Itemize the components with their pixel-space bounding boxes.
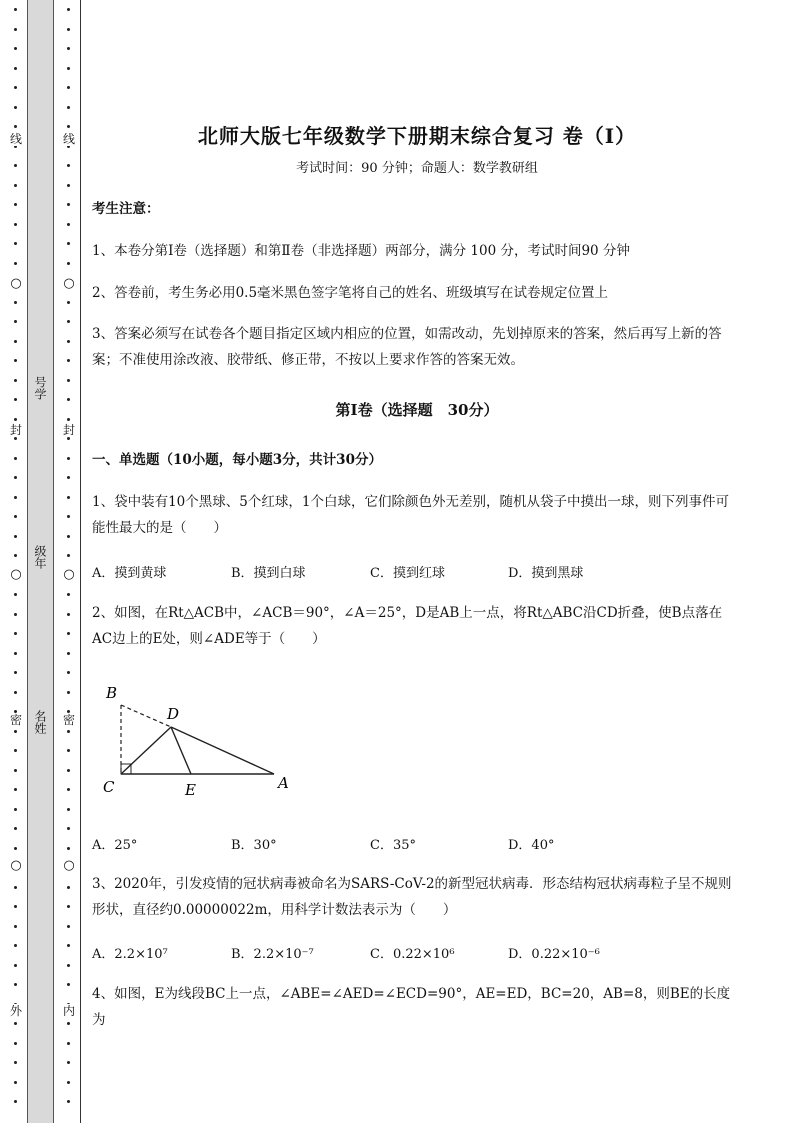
option-b: B．2.2×10⁻⁷ <box>231 947 314 962</box>
binding-dot <box>67 47 70 50</box>
binding-dot <box>67 671 70 674</box>
gutter-mark-line: 线 <box>9 132 22 146</box>
binding-dot <box>14 983 17 986</box>
binding-dot <box>67 437 70 440</box>
binding-dot <box>14 164 17 167</box>
gutter-mark-circle: ○ <box>10 276 22 291</box>
binding-dot <box>14 944 17 947</box>
binding-dot <box>67 964 70 967</box>
binding-dot <box>14 554 17 557</box>
gutter-mark-seal: 封 <box>62 423 75 437</box>
outer-dot-column <box>9 0 23 1123</box>
question-1-stem: 1、袋中装有10个黑球、5个红球，1个白球，它们除颜色外无差别，随机从袋子中摸出一球，则下列事件可能性最大的是（ ） <box>92 494 729 536</box>
binding-dot <box>67 242 70 245</box>
inner-dot-column <box>62 0 76 1123</box>
gutter-mark-circle: ○ <box>63 858 75 873</box>
triangle-fold-figure <box>92 675 302 805</box>
binding-dot <box>67 652 70 655</box>
gutter-mark-circle: ○ <box>10 858 22 873</box>
name-label: 名姓 <box>33 710 47 734</box>
option-b: B．摸到白球 <box>231 566 306 581</box>
binding-dot <box>14 457 17 460</box>
binding-dot <box>67 86 70 89</box>
option-c: C．摸到红球 <box>370 566 445 581</box>
question-2-stem: 2、如图，在Rt△ACB中，∠ACB＝90°，∠A＝25°，D是AB上一点，将Rt△ABC沿CD折叠，使B点落在AC边上的E处，则∠ADE等于（ ） <box>92 605 723 647</box>
binding-dot <box>14 1022 17 1025</box>
option-c: C．35° <box>370 838 416 853</box>
binding-dot <box>14 476 17 479</box>
binding-dot <box>14 301 17 304</box>
binding-dot <box>14 340 17 343</box>
dashed-segment-bd <box>121 705 171 727</box>
binding-dot <box>67 476 70 479</box>
binding-dot <box>67 184 70 187</box>
point-label-c: C <box>103 778 115 796</box>
binding-dot <box>67 8 70 11</box>
point-label-a: A <box>278 774 289 792</box>
question-2-options <box>92 834 742 854</box>
binding-dot <box>67 301 70 304</box>
binding-dot <box>14 125 17 128</box>
segment-da <box>171 727 274 774</box>
binding-dot <box>14 203 17 206</box>
point-label-e: E <box>185 781 196 799</box>
notice-item: 2、答卷前，考生务必用0.5毫米黑色签字笔将自己的姓名、班级填写在试卷规定位置上 <box>92 285 609 301</box>
gutter-mark-line: 线 <box>62 132 75 146</box>
binding-dot <box>67 944 70 947</box>
student-number-label: 号学 <box>33 376 47 400</box>
binding-dot <box>14 28 17 31</box>
point-label-d: D <box>167 705 180 723</box>
binding-dot <box>67 398 70 401</box>
gutter-mark-secret: 密 <box>62 713 75 727</box>
gutter-mark-secret: 密 <box>9 713 22 727</box>
notice-item: 3、答案必须写在试卷各个题目指定区域内相应的位置，如需改动，先划掉原来的答案，然后再写上新的答案；不准使用涂改液、胶带纸、修正带，不按以上要求作答的答案无效。 <box>92 326 722 368</box>
option-c: C．0.22×10⁶ <box>370 947 455 962</box>
binding-dot <box>14 320 17 323</box>
binding-dot <box>67 379 70 382</box>
binding-dot <box>14 925 17 928</box>
segment-cd <box>121 727 171 774</box>
option-d: D．摸到黑球 <box>508 566 584 581</box>
binding-dot <box>67 203 70 206</box>
binding-dot <box>14 1042 17 1045</box>
binding-dot <box>14 827 17 830</box>
binding-dot <box>67 1081 70 1084</box>
option-d: D．40° <box>508 838 555 853</box>
binding-dot <box>67 418 70 421</box>
binding-dot <box>67 749 70 752</box>
part-heading: 一、单选题（10小题，每小题3分，共计30分） <box>92 452 382 468</box>
binding-dot <box>67 1042 70 1045</box>
option-a: A．2.2×10⁷ <box>92 947 168 962</box>
binding-dot <box>67 1100 70 1103</box>
gutter-mark-outer: 外 <box>9 1004 22 1018</box>
binding-dot <box>67 515 70 518</box>
section-title: 第Ⅰ卷（选择题 30分） <box>335 401 499 419</box>
exam-subtitle: 考试时间：90 分钟；命题人：数学教研组 <box>296 161 538 176</box>
binding-dot <box>14 8 17 11</box>
binding-dot <box>67 457 70 460</box>
option-a: A．摸到黄球 <box>92 566 167 581</box>
binding-dot <box>67 320 70 323</box>
binding-dot <box>14 808 17 811</box>
binding-dot <box>14 671 17 674</box>
binding-dot <box>14 1081 17 1084</box>
binding-dot <box>14 613 17 616</box>
binding-dot <box>14 262 17 265</box>
binding-dot <box>67 496 70 499</box>
binding-dot <box>67 788 70 791</box>
gutter-mark-inner: 内 <box>62 1004 75 1018</box>
binding-dot <box>14 184 17 187</box>
option-b: B．30° <box>231 838 277 853</box>
binding-dot <box>67 164 70 167</box>
binding-dot <box>67 613 70 616</box>
binding-dot <box>14 496 17 499</box>
binding-dot <box>67 808 70 811</box>
binding-dot <box>14 379 17 382</box>
binding-dot <box>14 106 17 109</box>
binding-dot <box>67 983 70 986</box>
binding-dot <box>14 593 17 596</box>
page-title: 北师大版七年级数学下册期末综合复习 卷（Ⅰ） <box>197 124 637 148</box>
binding-dot <box>67 925 70 928</box>
binding-dot <box>14 86 17 89</box>
gutter-mark-circle: ○ <box>63 567 75 582</box>
binding-dot <box>14 788 17 791</box>
question-3-stem: 3、2020年，引发疫情的冠状病毒被命名为SARS-CoV-2的新型冠状病毒．形态结构冠状病毒粒子呈不规则形状，直径约0.00000022m，用科学计数法表示为（ ） <box>92 876 732 918</box>
binding-dot <box>14 398 17 401</box>
binding-dot <box>14 67 17 70</box>
binding-dot <box>67 827 70 830</box>
binding-dot <box>67 905 70 908</box>
binding-dot <box>14 730 17 733</box>
binding-dot <box>14 769 17 772</box>
binding-dot <box>14 47 17 50</box>
option-a: A．25° <box>92 838 138 853</box>
binding-dot <box>67 340 70 343</box>
binding-dot <box>67 847 70 850</box>
binding-dot <box>67 262 70 265</box>
binding-dot <box>67 223 70 226</box>
point-label-b: B <box>106 684 118 702</box>
question-1-options <box>92 562 742 582</box>
binding-dot <box>14 437 17 440</box>
binding-dot <box>14 535 17 538</box>
grade-label: 级年 <box>33 545 47 569</box>
gutter-mark-circle: ○ <box>10 567 22 582</box>
binding-dot <box>67 28 70 31</box>
binding-dot <box>67 554 70 557</box>
binding-dot <box>67 535 70 538</box>
notice-heading: 考生注意： <box>92 201 160 217</box>
binding-dot <box>14 359 17 362</box>
binding-dot <box>14 515 17 518</box>
binding-dot <box>67 1061 70 1064</box>
binding-dot <box>67 886 70 889</box>
question-3-options <box>92 943 742 963</box>
binding-dot <box>67 125 70 128</box>
gutter-mark-seal: 封 <box>9 423 22 437</box>
notice-item: 1、本卷分第Ⅰ卷（选择题）和第Ⅱ卷（非选择题）两部分，满分 100 分，考试时间90 分钟 <box>92 243 630 259</box>
binding-dot <box>14 652 17 655</box>
binding-dot <box>14 418 17 421</box>
binding-dot <box>67 106 70 109</box>
binding-dot <box>14 749 17 752</box>
binding-dot <box>14 847 17 850</box>
gutter-mark-circle: ○ <box>63 276 75 291</box>
binding-dot <box>14 886 17 889</box>
inner-dotted-binding-line <box>62 0 76 1123</box>
student-info-bar <box>27 0 54 1123</box>
binding-dot <box>67 67 70 70</box>
binding-dot <box>14 223 17 226</box>
binding-dot <box>67 691 70 694</box>
binding-dot <box>14 1061 17 1064</box>
gutter-divider <box>80 0 81 1123</box>
binding-dot <box>67 359 70 362</box>
option-d: D．0.22×10⁻⁶ <box>508 947 600 962</box>
binding-dot <box>67 593 70 596</box>
binding-dot <box>14 964 17 967</box>
binding-dot <box>67 632 70 635</box>
binding-dot <box>14 1100 17 1103</box>
binding-dot <box>67 769 70 772</box>
binding-dot <box>67 730 70 733</box>
binding-dot <box>14 242 17 245</box>
binding-dot <box>14 691 17 694</box>
binding-dot <box>67 1022 70 1025</box>
binding-dot <box>14 632 17 635</box>
outer-dotted-binding-line <box>9 0 23 1123</box>
binding-dot <box>14 905 17 908</box>
question-4-stem: 4、如图，E为线段BC上一点，∠ABE=∠AED=∠ECD=90°，AE=ED，BC=20，AB=8，则BE的长度为 <box>92 986 731 1028</box>
